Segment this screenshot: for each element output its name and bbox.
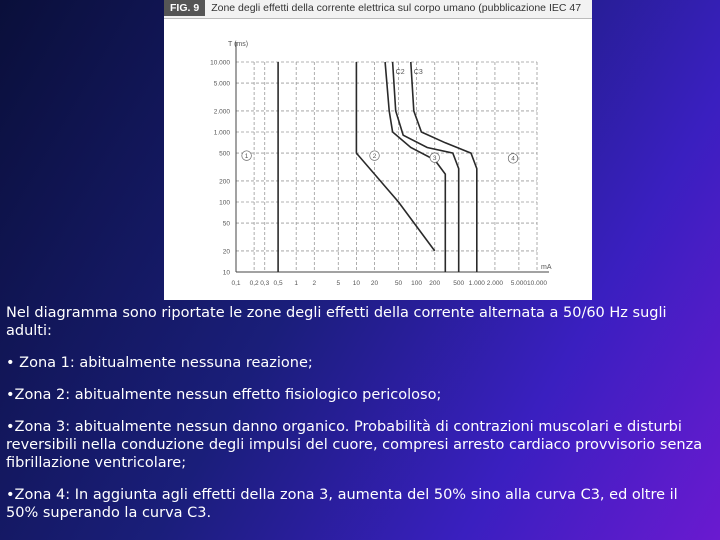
boundary-curve — [411, 62, 477, 272]
series-label: C3 — [413, 69, 423, 76]
intro-paragraph: Nel diagramma sono riportate le zone degli effetti della corrente alternata a 50/60 Hz sugli adulti: — [6, 305, 667, 339]
y-tick-label: 500 — [219, 150, 230, 158]
x-tick-label: 200 — [429, 280, 441, 287]
y-tick-label: 100 — [219, 199, 230, 207]
y-tick-label: 5.000 — [213, 80, 230, 88]
x-tick-label: 0,3 — [260, 280, 270, 287]
y-axis-label: T (ms) — [228, 41, 249, 48]
zone-3-item: •Zona 3: abitualmente nessun danno organico. Probabilità di contrazioni muscolari e disturbi reversibili nella conduzione degli impulsi del cuore, compresi arresto cardiaco provvisorio senza fibrillazione ventricolare; — [6, 419, 703, 471]
x-tick-label: 1.000 — [468, 280, 485, 287]
series-label: C2 — [395, 69, 405, 76]
y-tick-label: 200 — [219, 178, 230, 186]
y-tick-label: 2.000 — [213, 108, 230, 116]
x-tick-label: 10.000 — [527, 280, 547, 287]
y-tick-label: 20 — [222, 248, 230, 256]
zone-2-item: •Zona 2: abitualmente nessun effetto fisiologico pericoloso; — [6, 387, 442, 403]
y-tick-label: 10 — [222, 269, 230, 277]
zone-1-item: • Zona 1: abitualmente nessuna reazione; — [6, 355, 313, 371]
x-tick-label: 20 — [370, 280, 379, 287]
x-tick-label: 2 — [312, 280, 317, 287]
description-text — [6, 304, 712, 522]
x-tick-label: 1 — [294, 280, 299, 287]
x-axis-label: mA — [541, 264, 552, 271]
zone-4-item: •Zona 4: In aggiunta agli effetti della zona 3, aumenta del 50% sino alla curva C3, ed oltre il 50% superando la curva C3. — [6, 487, 678, 521]
zone-label: 3 — [432, 154, 437, 162]
zone-label: 1 — [244, 152, 249, 160]
x-tick-label: 0,5 — [273, 280, 283, 287]
x-tick-label: 0,2 — [249, 280, 259, 287]
x-tick-label: 10 — [352, 280, 361, 287]
y-tick-label: 50 — [222, 220, 230, 228]
x-tick-label: 100 — [411, 280, 423, 287]
boundary-curve — [356, 62, 434, 251]
x-tick-label: 0,1 — [231, 280, 241, 287]
x-tick-label: 50 — [394, 280, 403, 287]
figure-number: FIG. 9 — [164, 0, 205, 16]
zone-label: 2 — [372, 152, 377, 160]
x-tick-label: 500 — [453, 280, 465, 287]
y-tick-label: 10.000 — [210, 59, 230, 67]
zone-label: 4 — [511, 155, 515, 163]
x-tick-label: 5 — [336, 280, 341, 287]
iec-zones-chart — [164, 0, 592, 300]
figure-panel — [164, 0, 592, 300]
x-tick-label: 2.000 — [486, 280, 504, 287]
figure-caption: Zone degli effetti della corrente elettrica sul corpo umano (pubblicazione IEC 47 — [211, 2, 582, 14]
boundary-curve — [393, 62, 459, 272]
x-tick-label: 5.000 — [510, 280, 528, 287]
y-tick-label: 1.000 — [213, 129, 230, 137]
